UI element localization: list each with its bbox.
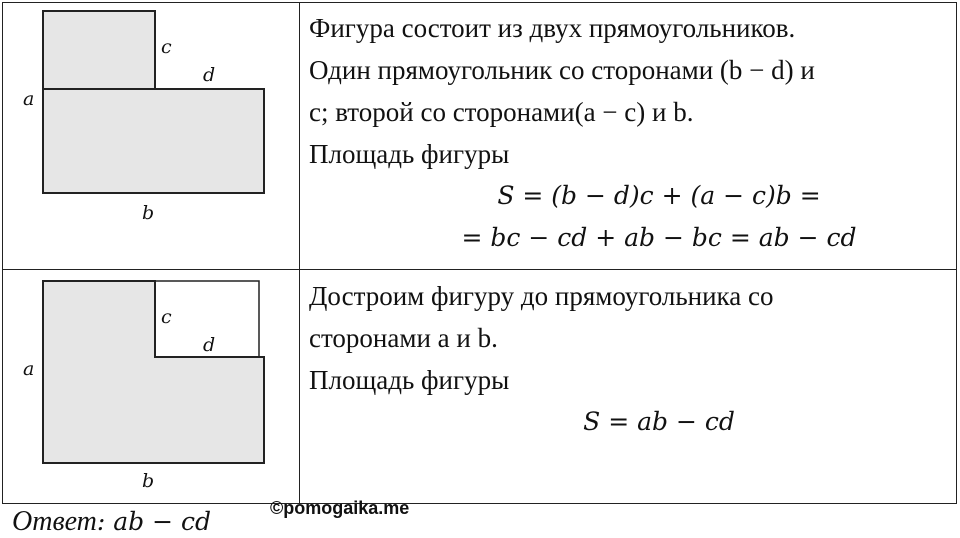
l-shape	[43, 281, 264, 463]
l-shape-figure-1	[3, 3, 299, 269]
answer	[12, 506, 211, 538]
label-d: d	[203, 64, 216, 86]
text-line: сторонами a и b.	[309, 323, 498, 353]
label-b: b	[142, 470, 155, 492]
answer-value: : ab − cd	[96, 507, 211, 536]
l-shape-figure-2	[3, 271, 299, 503]
column-divider	[299, 3, 300, 503]
label-c: c	[161, 306, 172, 328]
formula-line: = bc − cd + ab − bc = ab − cd	[461, 223, 857, 252]
figure-cell-2	[3, 271, 299, 503]
label-a: a	[23, 88, 35, 110]
text-line: Площадь фигуры	[309, 365, 510, 395]
text-cell-2	[309, 275, 949, 443]
answer-label: Ответ	[12, 506, 97, 537]
text-line: Один прямоугольник со сторонами (b − d) и	[309, 55, 815, 85]
watermark: ©pomogaika.me	[270, 498, 410, 518]
label-a: a	[23, 358, 35, 380]
figure-cell-1	[3, 3, 299, 269]
text-line: Достроим фигуру до прямоугольника со	[309, 281, 774, 311]
formula-line: S = (b − d)c + (a − c)b =	[497, 181, 821, 210]
label-d: d	[203, 334, 216, 356]
text-cell-1	[309, 7, 949, 259]
top-rectangle	[43, 11, 155, 89]
row-divider	[3, 269, 956, 270]
formula-line: S = ab − cd	[583, 407, 735, 436]
label-b: b	[142, 202, 155, 224]
text-line: c; второй со сторонами(a − c) и b.	[309, 97, 694, 127]
label-c: c	[161, 36, 172, 58]
text-line: Фигура состоит из двух прямоугольников.	[309, 13, 796, 43]
solution-table	[2, 2, 957, 504]
text-line: Площадь фигуры	[309, 139, 510, 169]
bottom-rectangle	[43, 89, 264, 193]
